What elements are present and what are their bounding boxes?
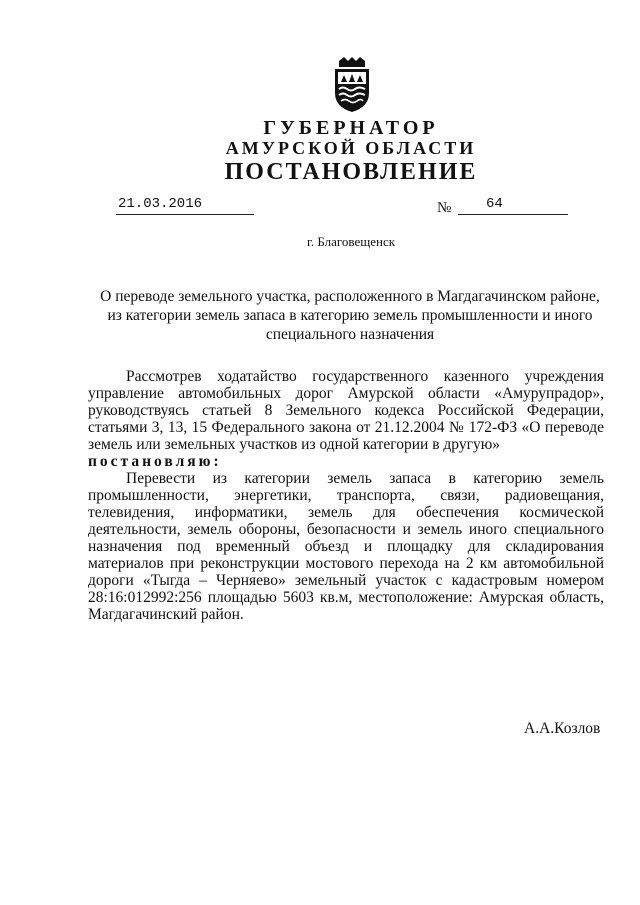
issuer-title: ГУБЕРНАТОР bbox=[263, 117, 439, 139]
number-sign: № bbox=[437, 200, 452, 216]
document-number: 64 bbox=[458, 196, 568, 215]
signature-name: А.А.Козлов bbox=[524, 720, 601, 737]
document-type: ПОСТАНОВЛЕНИЕ bbox=[224, 159, 478, 185]
main-paragraph: Перевести из категории земель запаса в категорию земель промышленности, энергетики, транспорта, связи, радиовещания, телевидения, информатики, земель для обеспечения космической деятельности, земель обороны, безопасности и земель иного специального назначения под временный объезд и площадку для складирования материалов при реконструкции мостового перехода на 2 км автомобильной дороги «Тыгда – Черняево» земельный участок с кадастровым номером 28:16:012992:256 площадью 5603 кв.м, местоположение: Амурская область, Магдагачинский район. bbox=[88, 470, 604, 623]
document-city: г. Благовещенск bbox=[306, 234, 396, 249]
coat-of-arms-icon bbox=[327, 57, 377, 113]
document-date: 21.03.2016 bbox=[116, 196, 254, 215]
document-body bbox=[88, 368, 604, 623]
preamble-paragraph: Рассмотрев ходатайство государственного казенного учреждения управление автомобильных дорог Амурской области «Амурупрадор», руководствуясь статьей 8 Земельного кодекса Российской Федерации, статьями 3, 13, 15 Федерального закона от 21.12.2004 № 172-ФЗ «О переводе земель или земельных участков из одной категории в другую» bbox=[88, 368, 604, 453]
resolve-word: постановляю: bbox=[88, 453, 222, 470]
issuer-region: АМУРСКОЙ ОБЛАСТИ bbox=[225, 138, 477, 158]
document-subject: О переводе земельного участка, расположенного в Магдагачинском районе, из категории земель запаса в категорию земель промышленности и иного специального назначения bbox=[100, 288, 600, 343]
